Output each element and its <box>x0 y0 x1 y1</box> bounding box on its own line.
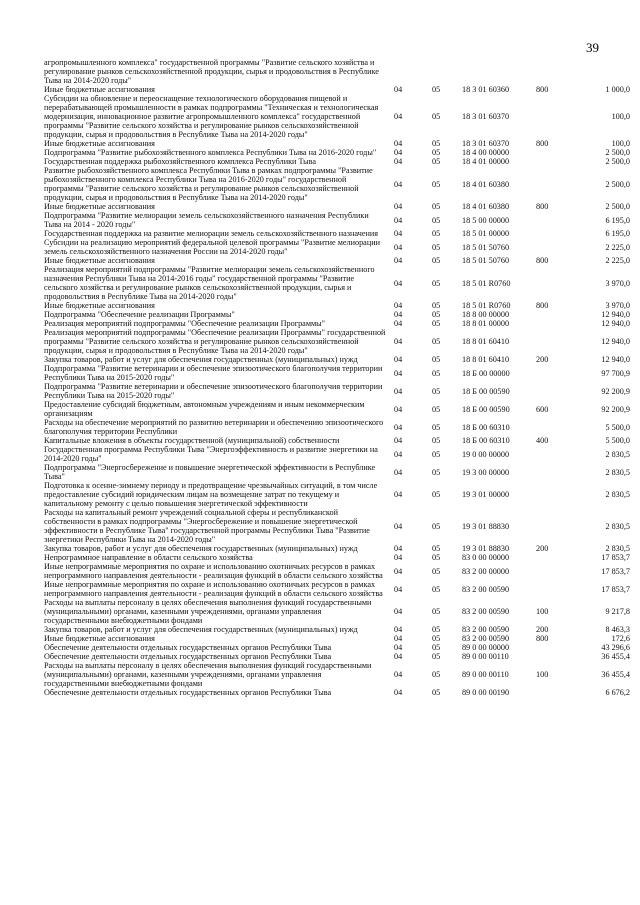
table-row <box>44 319 630 328</box>
row-subsection-code: 05 <box>432 85 441 94</box>
row-section-code: 04 <box>394 112 403 121</box>
table-row <box>44 418 630 436</box>
table-row <box>44 166 630 202</box>
row-target-article: 18 5 01 R0760 <box>462 301 511 310</box>
row-section-code: 04 <box>394 643 403 652</box>
row-expense-type <box>536 211 576 229</box>
row-target-article: 18 Б 00 00590 <box>462 386 510 396</box>
row-description: Государственная программа Республики Тыва "Энергоэффективность и развитие энергетики на 2014-2020 годы" <box>44 445 378 463</box>
row-subsection-code: 05 <box>432 652 441 661</box>
row-target-article: 18 4 00 00000 <box>462 148 510 157</box>
row-amount: 2 225,0 <box>605 242 630 252</box>
row-subsection-code <box>432 58 462 85</box>
row-subsection-code: 05 <box>432 467 441 477</box>
row-amount: 3 970,0 <box>605 301 630 310</box>
row-subsection-code: 05 <box>432 148 441 157</box>
row-subsection-code: 05 <box>432 202 441 211</box>
row-section-code: 04 <box>394 490 403 499</box>
row-amount: 97 700,9 <box>601 368 630 378</box>
row-expense-type <box>536 58 576 85</box>
row-amount <box>576 58 630 85</box>
row-expense-type: 200 <box>536 544 549 553</box>
row-description: Обеспечение деятельности отдельных государственных органов Республики Тыва <box>44 652 332 661</box>
row-section-code: 04 <box>394 544 403 553</box>
row-section-code: 04 <box>394 85 403 94</box>
row-section-code: 04 <box>394 553 403 562</box>
row-subsection-code: 05 <box>432 215 441 225</box>
row-description: Закупка товаров, работ и услуг для обеспечения государственных (муниципальных) нужд <box>44 355 358 364</box>
row-section-code: 04 <box>394 467 403 477</box>
row-description: Капитальные вложения в объекты государственной (муниципальной) собственности <box>44 436 340 445</box>
row-description: Субсидии на реализацию мероприятий федеральной целевой программы "Развитие мелиорации земель сельскохозяйственного назначения России на 2014-2020 годы" <box>44 238 380 256</box>
row-subsection-code: 05 <box>432 157 441 166</box>
row-expense-type: 400 <box>536 436 549 445</box>
row-section-code: 04 <box>394 215 403 225</box>
row-expense-type: 100 <box>536 670 549 679</box>
row-target-article: 18 Б 00 00000 <box>462 368 510 378</box>
row-subsection-code: 05 <box>432 337 441 346</box>
row-description: Расходы на выплаты персоналу в целях обеспечения выполнения функций государственными (муниципальными) органами, казенными учреждениями, органами управления государственными внебюджетными фондами <box>44 598 372 625</box>
row-subsection-code: 05 <box>432 449 441 459</box>
row-description: Предоставление субсидий бюджетным, автономным учреждениям и иным некоммерческим организациям <box>44 400 365 418</box>
row-amount: 100,0 <box>611 139 630 148</box>
row-section-code: 04 <box>394 355 403 364</box>
row-description: Иные бюджетные ассигнования <box>44 139 155 148</box>
row-target-article: 18 3 01 60370 <box>462 139 510 148</box>
row-expense-type: 200 <box>536 355 549 364</box>
row-amount: 12 940,0 <box>601 355 630 364</box>
table-row <box>44 229 630 238</box>
row-description: Иные бюджетные ассигнования <box>44 301 155 310</box>
row-expense-type <box>536 562 576 580</box>
row-description: Расходы на капитальный ремонт учреждений социальной сферы и республиканской собственности в рамках подпрограммы "Энергосбережение и повышение энергетической эффективности в Республике Тыва" государственной программы Республики Тыва "Развитие энергетики Республики Тыва на 2014-2020 годы" <box>44 508 370 544</box>
table-row <box>44 481 630 508</box>
row-amount: 6 195,0 <box>605 215 630 225</box>
row-target-article: 19 0 00 00000 <box>462 449 510 459</box>
row-target-article <box>462 58 536 85</box>
table-row <box>44 85 630 94</box>
row-section-code: 04 <box>394 148 403 157</box>
row-section-code: 04 <box>394 242 403 252</box>
row-description: Подготовка к осенне-зимнему периоду и предотвращение чрезвычайных ситуаций, в том числе предоставление субсидий юридическим лицам на возмещение затрат по текущему и капитальному ремонту с целью повышения энергетической эффективности <box>44 481 378 508</box>
row-subsection-code: 05 <box>432 688 441 697</box>
budget-table-body <box>44 58 630 697</box>
row-expense-type: 800 <box>536 634 549 643</box>
row-subsection-code: 05 <box>432 386 441 396</box>
row-section-code: 04 <box>394 670 403 679</box>
row-amount: 5 500,0 <box>605 422 630 432</box>
row-amount: 100,0 <box>611 112 630 121</box>
table-row <box>44 508 630 544</box>
row-amount: 2 500,0 <box>605 157 630 166</box>
row-amount: 92 200,9 <box>601 404 630 414</box>
row-target-article: 18 5 01 50760 <box>462 256 510 265</box>
row-target-article: 89 0 00 00110 <box>462 670 509 679</box>
row-expense-type <box>536 445 576 463</box>
table-row <box>44 202 630 211</box>
row-amount: 17 853,7 <box>601 553 630 562</box>
table-row <box>44 94 630 139</box>
row-amount: 1 000,0 <box>605 85 630 94</box>
row-section-code: 04 <box>394 449 403 459</box>
row-description: Государственная поддержка на развитие мелиорации земель сельскохозяйственного назначения <box>44 229 378 238</box>
table-row <box>44 580 630 598</box>
row-expense-type <box>536 463 576 481</box>
row-section-code: 04 <box>394 607 403 616</box>
table-row <box>44 265 630 301</box>
row-amount: 2 225,0 <box>605 256 630 265</box>
row-expense-type <box>536 148 576 157</box>
row-target-article: 89 0 00 00000 <box>462 643 510 652</box>
row-target-article: 18 Б 00 00590 <box>462 404 510 414</box>
row-expense-type: 800 <box>536 202 549 211</box>
row-amount: 6 195,0 <box>605 229 630 238</box>
row-description: агропромышленного комплекса" государственной программы "Развитие сельского хозяйства и регулирование рынков сельскохозяйственной продукции, сырья и продовольствия в Республике Тыва на 2014-2020 годы" <box>44 58 379 85</box>
row-expense-type <box>536 238 576 256</box>
row-expense-type <box>536 157 576 166</box>
row-expense-type <box>536 364 576 382</box>
row-section-code: 04 <box>394 179 403 189</box>
row-target-article: 18 8 00 00000 <box>462 310 510 319</box>
row-description: Подпрограмма "Развитие ветеринарии и обеспечение эпизоотического благополучия территории Республики Тыва на 2015-2020 годы" <box>44 364 383 382</box>
row-subsection-code: 05 <box>432 566 441 576</box>
budget-table <box>44 58 630 697</box>
row-target-article: 83 2 00 00590 <box>462 634 510 643</box>
row-subsection-code: 05 <box>432 436 441 445</box>
row-section-code: 04 <box>394 422 403 432</box>
row-section-code: 04 <box>394 368 403 378</box>
row-subsection-code: 05 <box>432 584 441 594</box>
table-row <box>44 553 630 562</box>
table-row <box>44 445 630 463</box>
row-target-article: 19 3 00 00000 <box>462 467 510 477</box>
row-section-code: 04 <box>394 521 403 531</box>
row-target-article: 18 5 01 50760 <box>462 242 510 252</box>
row-target-article: 18 5 01 R0760 <box>462 278 511 288</box>
row-target-article: 18 5 00 00000 <box>462 215 510 225</box>
row-description: Расходы на выплаты персоналу в целях обеспечения выполнения функций государственными (муниципальными) органами, казенными учреждениями, органами управления государственными внебюджетными фондами <box>44 661 372 688</box>
table-row <box>44 400 630 418</box>
row-section-code: 04 <box>394 157 403 166</box>
table-row <box>44 148 630 157</box>
row-subsection-code: 05 <box>432 368 441 378</box>
row-expense-type <box>536 508 576 544</box>
row-amount: 3 970,0 <box>605 278 630 288</box>
row-section-code: 04 <box>394 386 403 396</box>
row-expense-type <box>536 688 576 697</box>
row-description: Подпрограмма "Развитие мелиорации земель сельскохозяйственного назначения Республики Тыва на 2014 - 2020 годы" <box>44 211 369 229</box>
row-description: Иные непрограммные мероприятия по охране и использованию охотничьих ресурсов в рамках непрограммного направления деятельности - реализация функций в области сельского хозяйства <box>44 562 383 580</box>
row-amount: 2 500,0 <box>605 179 630 189</box>
table-row <box>44 58 630 85</box>
table-row <box>44 652 630 661</box>
table-row <box>44 328 630 355</box>
row-subsection-code: 05 <box>432 634 441 643</box>
row-amount: 43 296,6 <box>601 643 630 652</box>
row-subsection-code: 05 <box>432 278 441 288</box>
row-target-article: 18 5 01 00000 <box>462 229 510 238</box>
row-subsection-code: 05 <box>432 490 441 499</box>
row-section-code: 04 <box>394 256 403 265</box>
table-row <box>44 634 630 643</box>
table-row <box>44 211 630 229</box>
row-section-code: 04 <box>394 229 403 238</box>
row-expense-type: 100 <box>536 607 549 616</box>
row-expense-type <box>536 310 576 319</box>
row-subsection-code: 05 <box>432 404 441 414</box>
row-subsection-code: 05 <box>432 625 441 634</box>
row-expense-type <box>536 481 576 508</box>
row-description: Субсидии на обновление и переоснащение технологического оборудования пищевой и перерабатывающей промышленности в рамках подпрограммы "Техническая и технологическая модернизация, инновационное развитие агропромышленного комплекса" государственной программы "Развитие сельского хозяйства и регулирование рынков сельскохозяйственной продукции, сырья и продовольствия в Республике Тыва на 2014-2020 годы" <box>44 94 379 139</box>
row-subsection-code: 05 <box>432 355 441 364</box>
table-row <box>44 625 630 634</box>
table-row <box>44 598 630 625</box>
row-subsection-code: 05 <box>432 521 441 531</box>
row-amount: 2 830,5 <box>605 490 630 499</box>
row-subsection-code: 05 <box>432 670 441 679</box>
row-target-article: 18 3 01 60360 <box>462 85 510 94</box>
row-section-code: 04 <box>394 688 403 697</box>
row-amount: 12 940,0 <box>601 337 630 346</box>
table-row <box>44 544 630 553</box>
row-subsection-code: 05 <box>432 553 441 562</box>
row-amount: 92 200,9 <box>601 386 630 396</box>
row-amount: 2 500,0 <box>605 148 630 157</box>
row-subsection-code: 05 <box>432 139 441 148</box>
row-target-article: 18 8 01 60410 <box>462 355 510 364</box>
row-amount: 12 940,0 <box>601 310 630 319</box>
row-section-code: 04 <box>394 202 403 211</box>
row-description: Реализация мероприятий подпрограммы "Развитие мелиорации земель сельскохозяйственного назначения Республики Тыва на 2014-2016 годы" государственной программы "Развитие сельского хозяйства и регулирование рынков сельскохозяйственной продукции, сырья и продовольствия в Республике Тыва на 2014-2020 годы" <box>44 265 375 301</box>
row-expense-type <box>536 580 576 598</box>
row-target-article: 18 Б 00 60310 <box>462 436 510 445</box>
row-amount: 2 830,5 <box>605 449 630 459</box>
row-amount: 2 830,5 <box>605 544 630 553</box>
row-subsection-code: 05 <box>432 256 441 265</box>
row-description: Подпрограмма "Развитие ветеринарии и обеспечение эпизоотического благополучия территории Республики Тыва на 2015-2020 годы" <box>44 382 383 400</box>
row-section-code <box>392 58 432 85</box>
table-row <box>44 364 630 382</box>
row-amount: 2 500,0 <box>605 202 630 211</box>
row-expense-type <box>536 319 576 328</box>
row-amount: 36 455,4 <box>601 652 630 661</box>
table-row <box>44 643 630 652</box>
row-amount: 9 217,8 <box>605 607 630 616</box>
row-description: Подпрограмма "Энергосбережение и повышение энергетической эффективности в Республике Тыва" <box>44 463 376 481</box>
row-description: Обеспечение деятельности отдельных государственных органов Республики Тыва <box>44 643 332 652</box>
row-section-code: 04 <box>394 310 403 319</box>
row-amount: 2 830,5 <box>605 467 630 477</box>
row-description: Обеспечение деятельности отдельных государственных органов Республики Тыва <box>44 688 332 697</box>
row-subsection-code: 05 <box>432 544 441 553</box>
table-row <box>44 355 630 364</box>
row-section-code: 04 <box>394 566 403 576</box>
row-description: Подпрограмма "Обеспечение реализации Программы" <box>44 310 235 319</box>
row-target-article: 18 4 01 00000 <box>462 157 510 166</box>
table-row <box>44 139 630 148</box>
row-expense-type <box>536 652 576 661</box>
row-section-code: 04 <box>394 319 403 328</box>
row-amount: 36 455,4 <box>601 670 630 679</box>
row-section-code: 04 <box>394 278 403 288</box>
row-amount: 8 463,3 <box>605 625 630 634</box>
row-description: Иные бюджетные ассигнования <box>44 256 155 265</box>
row-target-article: 19 3 01 00000 <box>462 490 510 499</box>
row-expense-type: 800 <box>536 139 549 148</box>
row-target-article: 18 3 01 60370 <box>462 112 510 121</box>
row-expense-type: 800 <box>536 256 549 265</box>
row-target-article: 83 2 00 00590 <box>462 584 510 594</box>
table-row <box>44 238 630 256</box>
row-subsection-code: 05 <box>432 643 441 652</box>
row-expense-type <box>536 265 576 301</box>
table-row <box>44 436 630 445</box>
row-amount: 172,6 <box>611 634 630 643</box>
row-description: Иные бюджетные ассигнования <box>44 85 155 94</box>
page-number: 39 <box>586 40 599 55</box>
row-target-article: 19 3 01 88830 <box>462 544 510 553</box>
row-section-code: 04 <box>394 634 403 643</box>
row-amount: 17 853,7 <box>601 566 630 576</box>
row-expense-type: 200 <box>536 625 549 634</box>
row-subsection-code: 05 <box>432 422 441 432</box>
row-amount: 6 676,2 <box>605 688 630 697</box>
table-row <box>44 382 630 400</box>
row-description: Реализация мероприятий подпрограммы "Обеспечение реализации Программы" <box>44 319 326 328</box>
row-description: Подпрограмма "Развитие рыбохозяйственного комплекса Республики Тыва на 2016-2020 годы" <box>44 148 377 157</box>
row-description: Иные бюджетные ассигнования <box>44 634 155 643</box>
row-section-code: 04 <box>394 652 403 661</box>
row-subsection-code: 05 <box>432 242 441 252</box>
table-row <box>44 562 630 580</box>
row-description: Закупка товаров, работ и услуг для обеспечения государственных (муниципальных) нужд <box>44 625 358 634</box>
table-row <box>44 688 630 697</box>
row-expense-type <box>536 328 576 355</box>
row-description: Непрограммное направление в области сельского хозяйства <box>44 553 253 562</box>
row-expense-type: 800 <box>536 301 549 310</box>
row-subsection-code: 05 <box>432 112 441 121</box>
row-target-article: 19 3 01 88830 <box>462 521 510 531</box>
row-description: Иные бюджетные ассигнования <box>44 202 155 211</box>
row-description: Развитие рыбохозяйственного комплекса Республики Тыва в рамках подпрограммы "Развитие рыбохозяйственного комплекса Республики Тыва на 2016-2020 годы" государственной программы "Развитие сельского хозяйства и регулирование рынков сельскохозяйственной продукции, сырья и продовольствия в Республике Тыва на 2014-2020 годы" <box>44 166 373 202</box>
row-section-code: 04 <box>394 301 403 310</box>
row-description: Государственная поддержка рыбохозяйственного комплекса Республики Тыва <box>44 157 316 166</box>
row-section-code: 04 <box>394 337 403 346</box>
row-expense-type <box>536 553 576 562</box>
row-target-article: 18 8 01 60410 <box>462 337 510 346</box>
row-amount: 5 500,0 <box>605 436 630 445</box>
row-expense-type <box>536 166 576 202</box>
row-section-code: 04 <box>394 625 403 634</box>
row-expense-type <box>536 382 576 400</box>
row-expense-type <box>536 643 576 652</box>
row-amount: 2 830,5 <box>605 521 630 531</box>
row-target-article: 89 0 00 00190 <box>462 688 510 697</box>
row-target-article: 83 0 00 00000 <box>462 553 510 562</box>
row-expense-type <box>536 229 576 238</box>
row-section-code: 04 <box>394 436 403 445</box>
row-subsection-code: 05 <box>432 319 441 328</box>
row-subsection-code: 05 <box>432 301 441 310</box>
row-description: Реализация мероприятий подпрограммы "Обеспечение реализации Программы" государственной программы "Развитие сельского хозяйства и регулирование рынков сельскохозяйственной продукции, сырья и продовольствия в Республике Тыва на 2014-2020 годы" <box>44 328 386 355</box>
row-description: Закупка товаров, работ и услуг для обеспечения государственных (муниципальных) нужд <box>44 544 358 553</box>
row-subsection-code: 05 <box>432 179 441 189</box>
row-target-article: 18 8 01 00000 <box>462 319 510 328</box>
row-subsection-code: 05 <box>432 607 441 616</box>
row-section-code: 04 <box>394 139 403 148</box>
row-subsection-code: 05 <box>432 310 441 319</box>
row-target-article: 18 4 01 60380 <box>462 179 510 189</box>
row-amount: 17 853,7 <box>601 584 630 594</box>
row-amount: 12 940,0 <box>601 319 630 328</box>
table-row <box>44 463 630 481</box>
row-target-article: 18 4 01 60380 <box>462 202 510 211</box>
row-expense-type <box>536 94 576 139</box>
row-description: Расходы на обеспечение мероприятий по развитию ветеринарии и обеспечению эпизоотического благополучия территории Республики <box>44 418 384 436</box>
row-target-article: 18 Б 00 60310 <box>462 422 510 432</box>
row-section-code: 04 <box>394 584 403 594</box>
row-target-article: 83 2 00 00590 <box>462 607 510 616</box>
row-target-article: 83 2 00 00000 <box>462 566 510 576</box>
table-row <box>44 301 630 310</box>
row-description: Иные непрограммные мероприятия по охране и использованию охотничьих ресурсов в рамках непрограммного направления деятельности - реализация функций в области сельского хозяйства <box>44 580 383 598</box>
table-row <box>44 661 630 688</box>
row-section-code: 04 <box>394 404 403 414</box>
row-target-article: 89 0 00 00110 <box>462 652 509 661</box>
table-row <box>44 157 630 166</box>
row-expense-type <box>536 418 576 436</box>
table-row <box>44 256 630 265</box>
table-row <box>44 310 630 319</box>
row-target-article: 83 2 00 00590 <box>462 625 510 634</box>
row-expense-type: 600 <box>536 404 549 414</box>
row-subsection-code: 05 <box>432 229 441 238</box>
row-expense-type: 800 <box>536 85 549 94</box>
